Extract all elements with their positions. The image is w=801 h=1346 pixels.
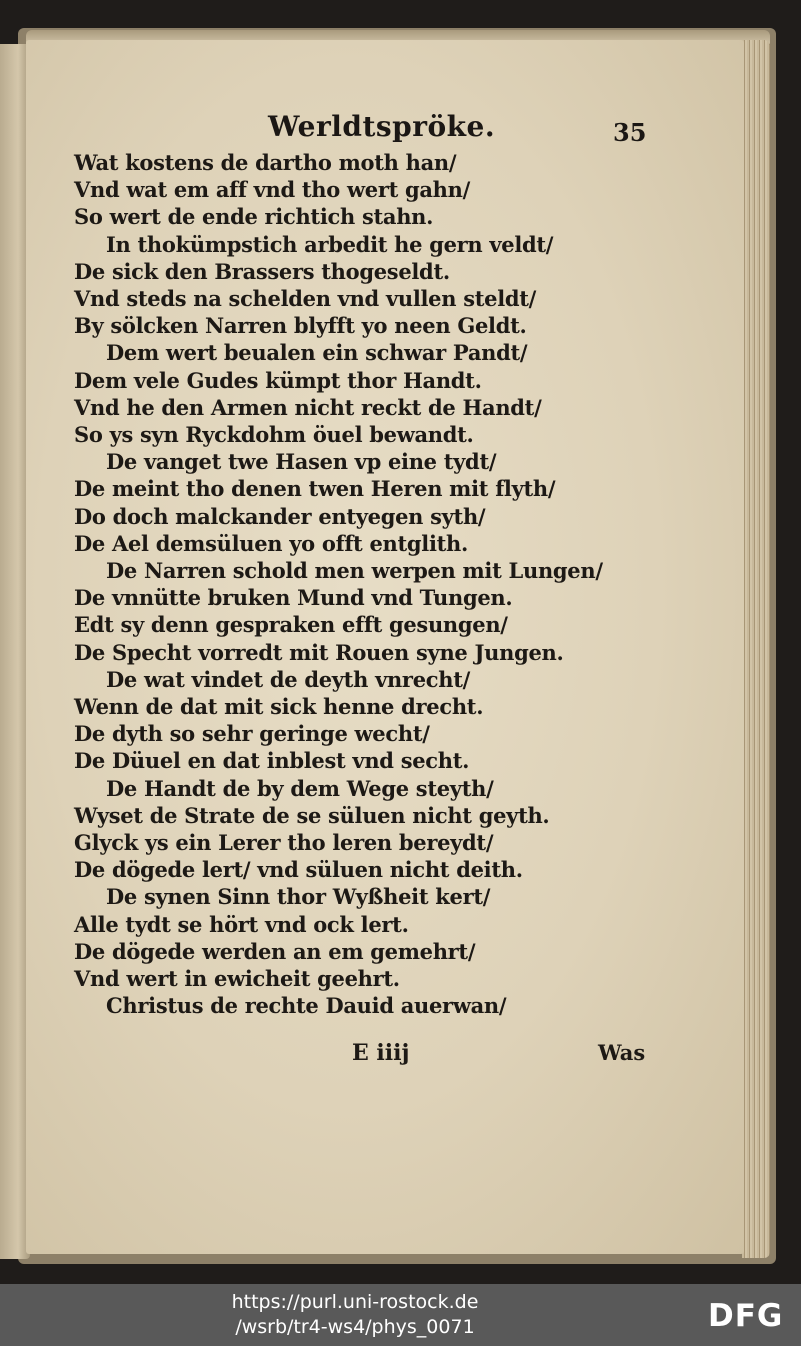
- verse-line: Edt sy denn gespraken efft gesungen/: [74, 612, 508, 638]
- permalink-url-line2: /wsrb/tr4-ws4/phys_0071: [235, 1316, 475, 1338]
- verse-line: Dem vele Gudes kümpt thor Handt.: [74, 367, 482, 393]
- verse-line: Vnd wat em aff vnd tho wert gahn/: [74, 177, 470, 203]
- verse-line: Vnd steds na schelden vnd vullen steldt/: [74, 286, 537, 311]
- verse-line: De vnnütte bruken Mund vnd Tungen.: [74, 585, 513, 611]
- verse-line: Wat kostens de dartho moth han/: [74, 150, 457, 175]
- permalink-url-line1: https://purl.uni-rostock.de: [231, 1291, 479, 1313]
- verse-line: De sick den Brassers thogeseldt.: [74, 258, 450, 284]
- verse-line: Wenn de dat mit sick henne drecht.: [74, 694, 484, 719]
- verse-line: So wert de ende richtich stahn.: [74, 204, 434, 230]
- verse-line: De Handt de by dem Wege steyth/: [106, 775, 494, 801]
- verse-line: Vnd wert in ewicheit geehrt.: [74, 966, 400, 991]
- verse-line: Do doch malckander entyegen syth/: [74, 503, 486, 529]
- verse-line: De dögede lert/ vnd süluen nicht deith.: [74, 857, 523, 883]
- permalink-url[interactable]: [200, 1290, 510, 1340]
- verse-line: In thokümpstich arbedit he gern veldt/: [106, 231, 554, 257]
- verse-line: Alle tydt se hört vnd ock lert.: [74, 911, 409, 937]
- verse-line: Wyset de Strate de se süluen nicht geyth.: [74, 802, 550, 828]
- verse-line: De Specht vorredt mit Rouen syne Jungen.: [74, 639, 564, 665]
- verse-line: De meint tho denen twen Heren mit flyth/: [74, 476, 556, 502]
- signature-mark: E iiij: [352, 1040, 410, 1066]
- verse-line: De vanget twe Hasen vp eine tydt/: [106, 449, 497, 475]
- verse-line: De synen Sinn thor Wyßheit kert/: [106, 884, 491, 910]
- verse-line: De dögede werden an em gemehrt/: [74, 938, 476, 964]
- verse-line: Dem wert beualen ein schwar Pandt/: [106, 340, 528, 366]
- verse-line: By sölcken Narren blyfft yo neen Geldt.: [74, 313, 527, 339]
- verse-line: De wat vindet de deyth vnrecht/: [106, 666, 470, 692]
- verse-line: So ys syn Ryckdohm öuel bewandt.: [74, 422, 474, 447]
- verse-line: Christus de rechte Dauid auerwan/: [106, 993, 507, 1019]
- page-number: 35: [613, 118, 647, 147]
- verse-line: De Düuel en dat inblest vnd secht.: [74, 748, 470, 774]
- verse-line: De dyth so sehr geringe wecht/: [74, 721, 430, 747]
- verse-line: De Narren schold men werpen mit Lungen/: [106, 558, 603, 583]
- running-head: Werldtspröke.: [268, 110, 496, 143]
- catchword: Was: [598, 1040, 646, 1065]
- verse-line: De Ael demsüluen yo offt entglith.: [74, 530, 469, 556]
- verse-line: Vnd he den Armen nicht reckt de Handt/: [74, 394, 542, 420]
- verse-line: Glyck ys ein Lerer tho leren bereydt/: [74, 830, 494, 855]
- dfg-logo: DFG: [708, 1298, 784, 1334]
- page-stack-edge: [742, 40, 770, 1258]
